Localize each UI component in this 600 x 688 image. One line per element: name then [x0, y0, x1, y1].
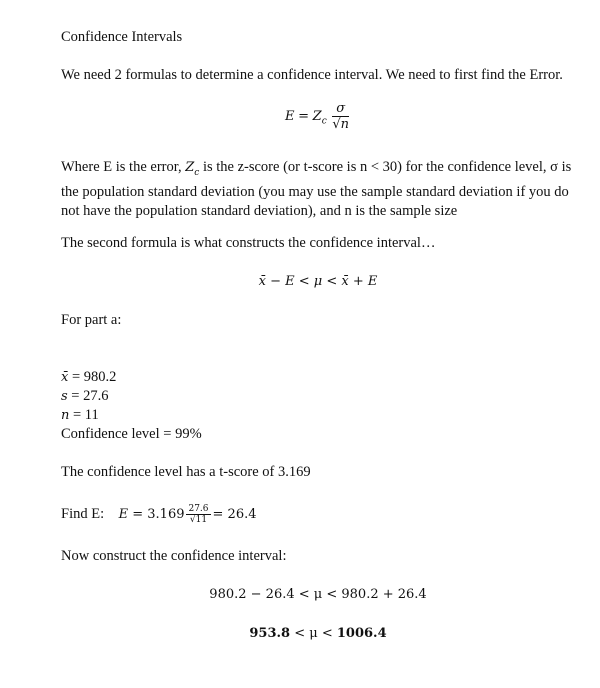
part-label: For part a: — [61, 312, 122, 328]
explanation-paragraph: Where E is the error, $Z_c$ is the z-score (or t-score is n < 30) for the confidence level, σ is the population standard deviation (you may use the sample standard deviation if you do not have the population standard deviation), and n is the sample size — [61, 159, 572, 219]
given-n: n = 11 — [61, 407, 99, 423]
tscore-text: The confidence level has a t-score of 3.169 — [61, 464, 311, 480]
second-formula-intro: The second formula is what constructs the confidence interval… — [61, 235, 436, 251]
find-e-line: Find E: E = 3.169 $\frac{27.6}{√11}$ = 26.4 — [61, 504, 257, 525]
intro-text: We need 2 formulas to determine a confidence interval. We need to first find the Error. — [61, 67, 563, 83]
given-confidence: Confidence level = 99% — [61, 426, 202, 442]
given-xbar: x̄ = 980.2 — [61, 369, 117, 385]
construct-text: Now construct the confidence interval: — [61, 548, 287, 564]
final-interval: 953.8 < μ < 1006.4 — [249, 626, 387, 641]
given-s: s = 27.6 — [61, 388, 109, 404]
error-formula: $E = Z_c$ $\frac{\sigma}{√n}$ — [284, 101, 350, 132]
interval-calculation: 980.2 − 26.4 < μ < 980.2 + 26.4 — [209, 587, 427, 602]
interval-formula: x̄ − E < μ < x̄ + E — [258, 274, 378, 289]
document-title: Confidence Intervals — [61, 29, 183, 45]
